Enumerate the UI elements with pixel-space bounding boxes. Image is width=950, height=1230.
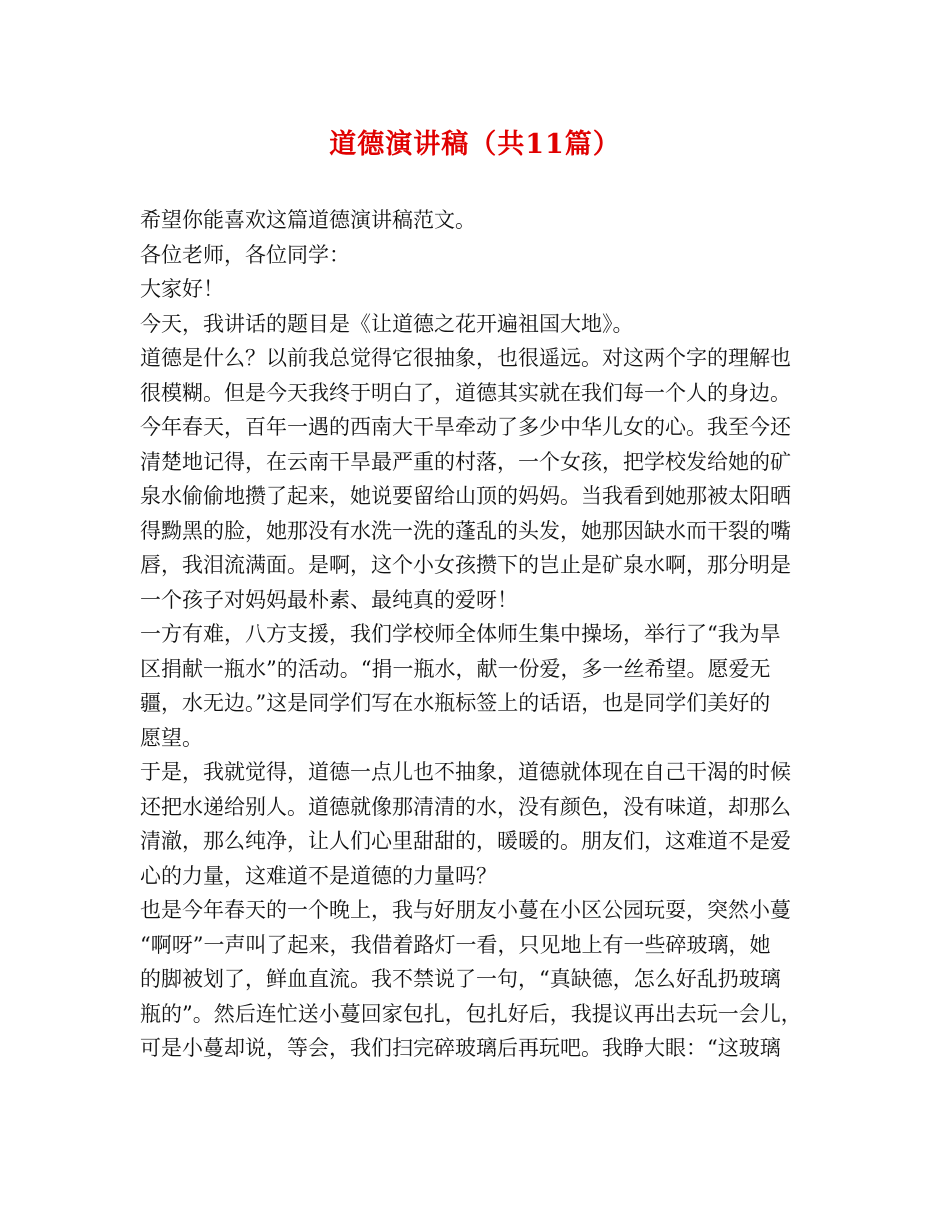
text-line: 大家好！ [140, 277, 224, 301]
text-line: 泉水偷偷地攒了起来，她说要留给山顶的妈妈。当我看到她那被太阳晒 [140, 484, 791, 508]
text-line: 的脚被划了，鲜血直流。我不禁说了一句，“真缺德，怎么好乱扔玻璃 [140, 967, 781, 991]
text-line: 今天，我讲话的题目是《让道德之花开遍祖国大地》。 [140, 311, 634, 336]
text-line: 唇，我泪流满面。是啊，这个小女孩攒下的岂止是矿泉水啊，那分明是 [140, 553, 791, 577]
text-line: 一个孩子对妈妈最朴素、最纯真的爱呀！ [140, 587, 518, 612]
text-line: 一方有难，八方支援，我们学校师全体师生集中操场，举行了“我为旱 [140, 622, 781, 646]
text-line: 道德是什么？以前我总觉得它很抽象，也很遥远。对这两个字的理解也 [140, 346, 791, 370]
text-line: 清楚地记得，在云南干旱最严重的村落，一个女孩，把学校发给她的矿 [140, 449, 791, 474]
text-line: 也是今年春天的一个晚上，我与好朋友小蔓在小区公园玩耍，突然小蔓 [140, 898, 791, 922]
text-line: 心的力量，这难道不是道德的力量吗？ [140, 863, 497, 888]
text-line: 清澈，那么纯净，让人们心里甜甜的，暖暖的。朋友们，这难道不是爱 [140, 829, 791, 853]
text-line: 得黝黑的脸，她那没有水洗一洗的蓬乱的头发，她那因缺水而干裂的嘴 [140, 518, 791, 543]
text-line: 区捐献一瓶水”的活动。“捐一瓶水，献一份爱，多一丝希望。愿爱无 [140, 656, 771, 681]
text-line: “啊呀”一声叫了起来，我借着路灯一看，只见地上有一些碎玻璃，她 [140, 932, 771, 957]
text-line: 希望你能喜欢这篇道德演讲稿范文。 [140, 208, 476, 232]
text-line: 瓶的”。然后连忙送小蔓回家包扎，包扎好后，我提议再出去玩一会儿， [140, 1001, 802, 1026]
text-line: 疆，水无边。”这是同学们写在水瓶标签上的话语，也是同学们美好的 [140, 691, 771, 715]
document-body [140, 203, 820, 1066]
text-line: 愿望。 [140, 725, 203, 750]
text-line: 还把水递给别人。道德就像那清清的水，没有颜色，没有味道，却那么 [140, 794, 791, 819]
text-line: 很模糊。但是今天我终于明白了，道德其实就在我们每一个人的身边。 [140, 380, 791, 405]
text-line: 各位老师，各位同学： [140, 242, 350, 267]
document-title: 道德演讲稿（共11篇） [329, 129, 621, 160]
text-line: 今年春天，百年一遇的西南大干旱牵动了多少中华儿女的心。我至今还 [140, 415, 791, 439]
text-line: 于是，我就觉得，道德一点儿也不抽象，道德就体现在自己干渴的时候 [140, 760, 791, 784]
text-line: 可是小蔓却说，等会，我们扫完碎玻璃后再玩吧。我睁大眼：“这玻璃 [140, 1036, 781, 1060]
